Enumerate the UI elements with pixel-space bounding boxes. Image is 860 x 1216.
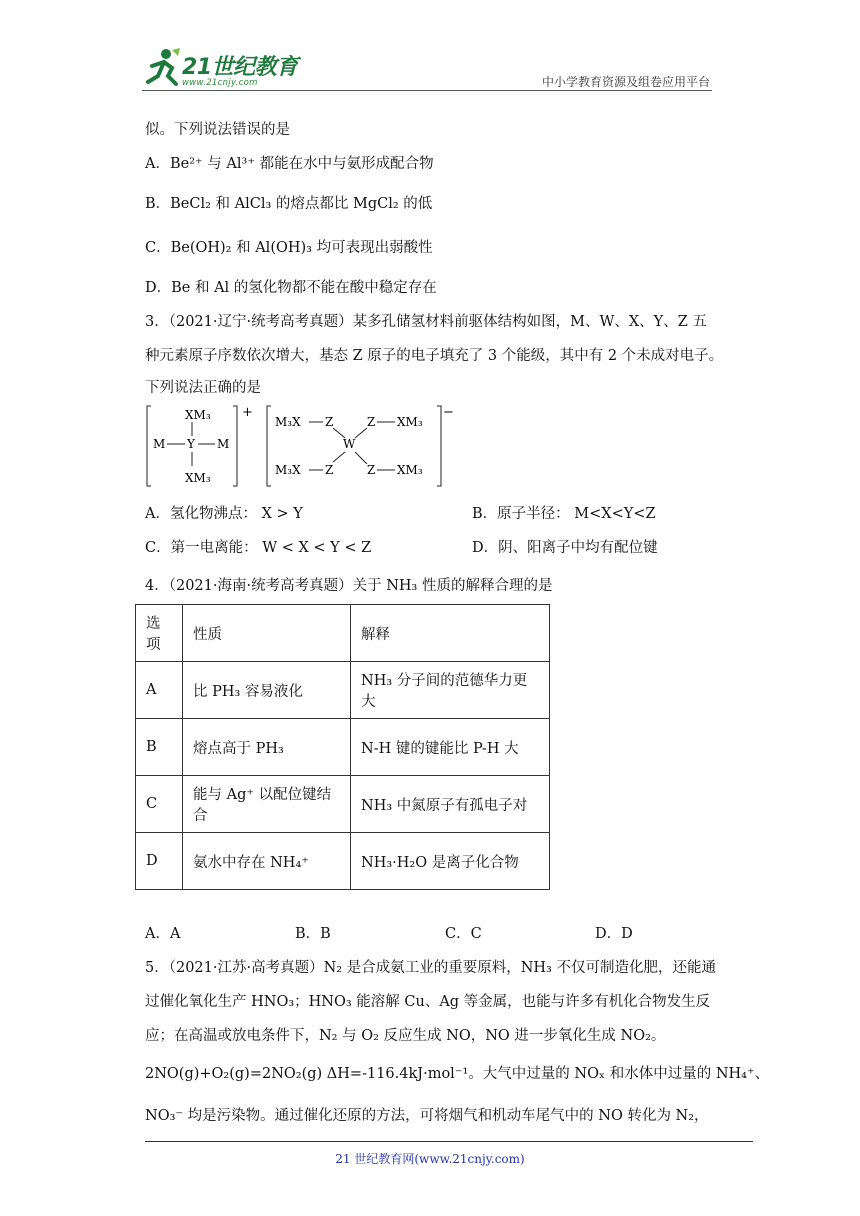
q2-option-a: A．Be²⁺ 与 Al³⁺ 都能在水中与氨形成配合物 xyxy=(145,156,434,172)
anion-group-br: XM₃ xyxy=(397,463,423,477)
footer-link[interactable]: 21 世纪教育网(www.21cnjy.com) xyxy=(335,1152,525,1166)
logo-text: 21世纪教育 xyxy=(182,55,298,80)
q4-choice-d: D．D xyxy=(595,926,633,942)
logo-url: www.21cnjy.com xyxy=(182,78,258,88)
q3-option-a: A．氢化物沸点： X > Y xyxy=(145,506,303,522)
q5-line3: 应；在高温或放电条件下，N₂ 与 O₂ 反应生成 NO，NO 进一步氧化生成 NO₂。 xyxy=(145,1028,666,1044)
q3-option-d: D．阴、阳离子中均有配位键 xyxy=(472,540,658,556)
table-cell: A xyxy=(136,662,183,719)
table-cell: NH₃ 中氮原子有孤电子对 xyxy=(351,776,550,833)
table-cell: B xyxy=(136,719,183,776)
table-cell: D xyxy=(136,833,183,890)
anion-group-tl: M₃X xyxy=(275,415,301,429)
q2-stem-continuation: 似。下列说法错误的是 xyxy=(145,122,290,138)
header-divider xyxy=(142,90,712,91)
q4-stem: 4．（2021·海南·统考高考真题）关于 NH₃ 性质的解释合理的是 xyxy=(145,578,553,594)
header-tagline: 中小学教育资源及组卷应用平台 xyxy=(541,75,710,89)
table-row xyxy=(136,833,550,890)
table-cell: 氨水中存在 NH₄⁺ xyxy=(183,833,351,890)
running-figure-icon xyxy=(142,46,182,92)
q4-table xyxy=(135,604,550,890)
q3-stem-line1: 3．（2021·辽宁·统考高考真题）某多孔储氢材料前驱体结构如图，M、W、X、Y、Z 五 xyxy=(145,314,707,330)
anion-group-bl: M₃X xyxy=(275,463,301,477)
cation-top-group: XM₃ xyxy=(185,408,211,422)
table-row xyxy=(136,776,550,833)
q3-stem-line2: 种元素原子序数依次增大，基态 Z 原子的电子填充了 3 个能级，其中有 2 个未成对电子。 xyxy=(145,348,724,364)
table-header-cell: 性质 xyxy=(183,605,351,662)
q3-structure-figure xyxy=(145,402,455,490)
table-row xyxy=(136,719,550,776)
table-row xyxy=(136,662,550,719)
q2-option-b: B．BeCl₂ 和 AlCl₃ 的熔点都比 MgCl₂ 的低 xyxy=(145,196,433,212)
q3-option-b: B．原子半径： M<X<Y<Z xyxy=(472,506,656,522)
q4-choice-b: B．B xyxy=(295,926,331,942)
table-cell: N-H 键的键能比 P-H 大 xyxy=(351,719,550,776)
table-header-cell: 解释 xyxy=(351,605,550,662)
q4-choice-c: C．C xyxy=(445,926,482,942)
table-cell: NH₃·H₂O 是离子化合物 xyxy=(351,833,550,890)
footer-divider xyxy=(145,1141,753,1142)
anion-z-tl: Z xyxy=(325,415,334,429)
anion-z-tr: Z xyxy=(367,415,376,429)
q5-line4: 2NO(g)+O₂(g)=2NO₂(g) ΔH=-116.4kJ·mol⁻¹。大气中过量的 NOₓ 和水体中过量的 NH₄⁺、 xyxy=(145,1066,770,1082)
q5-line2: 过催化氧化生产 HNO₃；HNO₃ 能溶解 Cu、Ag 等金属，也能与许多有机化合物发生反 xyxy=(145,994,711,1010)
q5-line5: NO₃⁻ 均是污染物。通过催化还原的方法，可将烟气和机动车尾气中的 NO 转化为 N₂， xyxy=(145,1108,709,1124)
q3-stem-line3: 下列说法正确的是 xyxy=(145,380,261,396)
cation-charge: + xyxy=(242,405,253,420)
q2-option-d: D．Be 和 Al 的氢化物都不能在酸中稳定存在 xyxy=(145,280,437,296)
cation-right-atom: M xyxy=(217,437,230,451)
table-cell: 能与 Ag⁺ 以配位键结合 xyxy=(183,776,351,833)
site-logo[interactable] xyxy=(142,46,312,94)
q4-choice-a: A．A xyxy=(145,926,181,942)
table-cell: 比 PH₃ 容易液化 xyxy=(183,662,351,719)
anion-z-br: Z xyxy=(367,463,376,477)
q3-option-c: C．第一电离能： W < X < Y < Z xyxy=(145,540,372,556)
table-cell: C xyxy=(136,776,183,833)
table-header-cell: 选项 xyxy=(136,605,183,662)
anion-charge: − xyxy=(443,405,454,420)
cation-left-atom: M xyxy=(153,437,166,451)
table-cell: 熔点高于 PH₃ xyxy=(183,719,351,776)
cation-center-atom: Y xyxy=(187,437,195,451)
q5-line1: 5．（2021·江苏·高考真题）N₂ 是合成氨工业的重要原料，NH₃ 不仅可制造化肥，还能通 xyxy=(145,960,716,976)
anion-group-tr: XM₃ xyxy=(397,415,423,429)
table-cell: NH₃ 分子间的范德华力更大 xyxy=(351,662,550,719)
anion-z-bl: Z xyxy=(325,463,334,477)
cation-bottom-group: XM₃ xyxy=(185,471,211,485)
anion-center-atom: W xyxy=(343,437,356,451)
table-header-row xyxy=(136,605,550,662)
q2-option-c: C．Be(OH)₂ 和 Al(OH)₃ 均可表现出弱酸性 xyxy=(145,240,433,256)
